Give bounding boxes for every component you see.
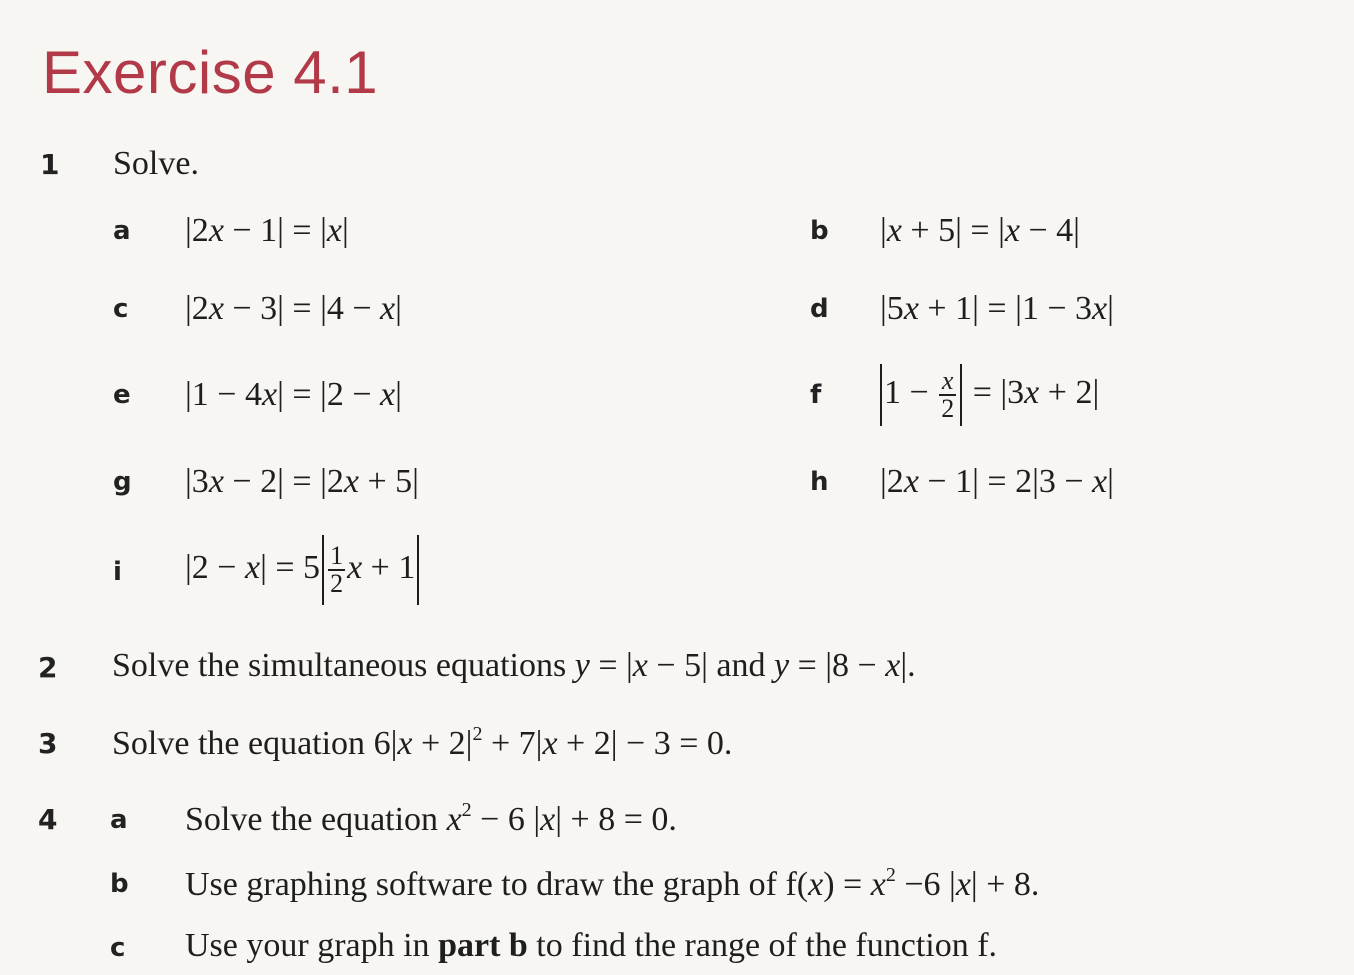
- question-3-text: Solve the equation $6|x + 2|^2 + 7|x + 2| - 3 = 0$.: [112, 723, 733, 762]
- q4-c-after: to find the range of the function f.: [536, 927, 998, 964]
- question-1-number: 1: [40, 148, 60, 181]
- question-3-instruction: Solve the equation: [112, 725, 366, 762]
- q1-d-label: d: [810, 294, 829, 324]
- q4-a-label: a: [110, 805, 128, 835]
- q1-a-equation: |2x − 1| = |x|: [185, 212, 349, 249]
- question-2-number: 2: [38, 651, 58, 684]
- question-2-text: Solve the simultaneous equations y = |x − 5| and y = |8 − x|.: [112, 647, 916, 684]
- q4-c-bold: part b: [438, 927, 528, 964]
- q1-b-equation: |x + 5| = |x − 4|: [880, 212, 1080, 249]
- q1-c-label: c: [113, 294, 129, 324]
- q4-b-instruction: Use graphing software to draw the graph of: [185, 866, 777, 903]
- question-3-number: 3: [38, 727, 58, 760]
- q1-a-label: a: [113, 216, 131, 246]
- q1-h-label: h: [810, 467, 829, 497]
- q1-i-label: i: [113, 557, 122, 587]
- q1-g-equation: |3x − 2| = |2x + 5|: [185, 463, 419, 500]
- q1-f-label: f: [810, 380, 822, 410]
- q1-i-equation: |2 − x| = 5 $\frac{1}{2}$ x + 1: [185, 535, 421, 605]
- q4-c-before: Use your graph in: [185, 927, 430, 964]
- q1-f-equation: 1 − $\frac{x}{2}$ = |3x + 2|: [878, 364, 1099, 426]
- q1-c-equation: |2x − 3| = |4 − x|: [185, 290, 402, 327]
- q1-h-equation: |2x − 1| = 2|3 − x|: [880, 463, 1114, 500]
- q1-e-label: e: [113, 380, 131, 410]
- exercise-title: Exercise 4.1: [42, 39, 379, 106]
- q4-a-text: Solve the equation $x^2 - 6$ |x| + 8 = 0.: [185, 799, 677, 838]
- question-2-joiner: and: [716, 647, 766, 684]
- question-1-instruction: Solve.: [113, 145, 199, 182]
- q4-a-instruction: Solve the equation: [185, 801, 439, 838]
- q1-e-equation: |1 − 4x| = |2 − x|: [185, 376, 402, 413]
- q1-d-equation: |5x + 1| = |1 − 3x|: [880, 290, 1114, 327]
- q1-b-label: b: [810, 216, 829, 246]
- q4-c-text: [185, 927, 997, 965]
- question-4-number: 4: [38, 803, 58, 836]
- q4-c-label: c: [110, 933, 126, 963]
- question-2-instruction: Solve the simultaneous equations: [112, 647, 567, 684]
- q4-b-label: b: [110, 869, 129, 899]
- q1-g-label: g: [113, 467, 132, 497]
- q4-b-text: Use graphing software to draw the graph of $f(x) = x^2 -6$ |x| + 8.: [185, 864, 1040, 903]
